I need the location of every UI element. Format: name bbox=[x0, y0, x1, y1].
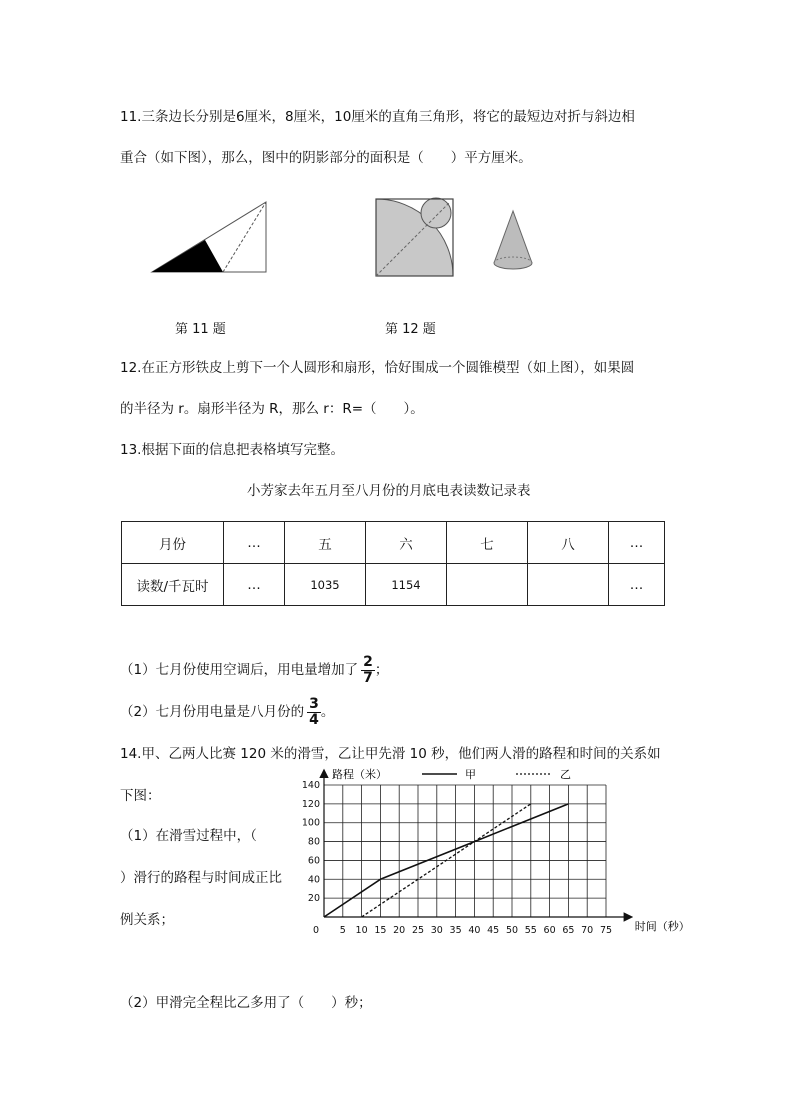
x-tick-label: 60 bbox=[543, 925, 556, 936]
fig12-caption: 第 12 题 bbox=[385, 322, 436, 337]
fold-line bbox=[223, 202, 266, 272]
cell-ellipsis-left: … bbox=[224, 564, 285, 606]
x-tick-label: 50 bbox=[505, 925, 519, 936]
fraction-3-4 bbox=[307, 697, 321, 728]
q11-line1: 11.三条边长分别是6厘米，8厘米，10厘米的直角三角形，将它的最短边对折与斜边相 bbox=[120, 109, 635, 125]
cell-may: 1035 bbox=[285, 564, 366, 606]
x-tick-label: 65 bbox=[562, 925, 575, 936]
q14-part1-b: ）滑行的路程与时间成正比 bbox=[120, 870, 282, 886]
cone-body bbox=[494, 211, 532, 269]
q13-prompt: 13.根据下面的信息把表格填写完整。 bbox=[120, 442, 344, 458]
x-tick-label: 15 bbox=[374, 925, 387, 936]
x-tick-label: 35 bbox=[449, 925, 462, 936]
cond2-text: （2）七月份用电量是八月份的 bbox=[120, 704, 305, 720]
fraction-denominator: 7 bbox=[363, 669, 373, 686]
x-tick-label: 40 bbox=[468, 925, 481, 936]
cell-ellipsis-right: … bbox=[609, 564, 665, 606]
x-tick-label: 20 bbox=[393, 925, 406, 936]
header-ellipsis-right: … bbox=[609, 522, 665, 564]
q14-line1: 14.甲、乙两人比赛 120 米的滑雪，乙让甲先滑 10 秒，他们两人滑的路程和时间的关系如 bbox=[120, 746, 661, 762]
x-tick-label: 10 bbox=[355, 925, 368, 936]
x-tick-label: 25 bbox=[411, 925, 425, 936]
fig11-triangle bbox=[140, 195, 280, 280]
distance-time-chart bbox=[290, 762, 690, 942]
row-label: 读数/千瓦时 bbox=[122, 564, 224, 606]
fraction-numerator: 3 bbox=[309, 695, 319, 712]
y-tick-label: 20 bbox=[307, 893, 320, 905]
header-august: 八 bbox=[528, 522, 609, 564]
cond1-text: （1）七月份使用空调后，用电量增加了 bbox=[120, 662, 359, 678]
meter-reading-table bbox=[121, 521, 665, 606]
cone-figure bbox=[488, 205, 538, 275]
x-tick-label: 0 bbox=[312, 925, 320, 936]
x-axis-label: 时间（秒） bbox=[634, 920, 690, 933]
y-tick-label: 60 bbox=[307, 855, 320, 867]
y-tick-label: 40 bbox=[307, 874, 320, 886]
x-tick-label: 70 bbox=[581, 925, 594, 936]
small-circle bbox=[421, 198, 451, 228]
y-tick-label: 120 bbox=[301, 798, 320, 810]
tick-labels bbox=[302, 780, 612, 936]
header-june: 六 bbox=[366, 522, 447, 564]
cell-june: 1154 bbox=[366, 564, 447, 606]
fig12-square bbox=[370, 193, 460, 280]
x-tick-label: 5 bbox=[339, 925, 346, 936]
cond1-end: ； bbox=[374, 662, 389, 678]
fig11-caption: 第 11 题 bbox=[175, 322, 226, 337]
q11-line2: 重合（如下图），那么，图中的阴影部分的面积是（ ）平方厘米。 bbox=[120, 150, 532, 166]
shaded-region bbox=[152, 240, 223, 272]
q13-condition-2 bbox=[120, 692, 334, 732]
cell-july-blank[interactable] bbox=[447, 564, 528, 606]
q14-part1-c: 例关系； bbox=[120, 912, 174, 928]
legend-label-jia: 甲 bbox=[465, 768, 476, 781]
y-tick-label: 80 bbox=[307, 836, 320, 848]
x-tick-label: 55 bbox=[524, 925, 537, 936]
chart-grid bbox=[324, 785, 606, 917]
x-tick-label: 75 bbox=[599, 925, 613, 936]
header-may: 五 bbox=[285, 522, 366, 564]
q14-line2: 下图： bbox=[120, 788, 161, 804]
table-title: 小芳家去年五月至八月份的月底电表读数记录表 bbox=[247, 483, 531, 499]
fraction-denominator: 4 bbox=[309, 711, 319, 728]
fraction-2-7 bbox=[361, 655, 375, 686]
legend-label-yi: 乙 bbox=[560, 768, 571, 781]
y-tick-label: 100 bbox=[301, 817, 320, 829]
fraction-numerator: 2 bbox=[363, 653, 373, 670]
x-tick-label: 30 bbox=[430, 925, 443, 936]
y-tick-label: 140 bbox=[301, 780, 320, 791]
q12-line1: 12.在正方形铁皮上剪下一个人圆形和扇形，恰好围成一个圆锥模型（如上图），如果圆 bbox=[120, 360, 635, 376]
x-tick-label: 45 bbox=[487, 925, 500, 936]
header-ellipsis-left: … bbox=[224, 522, 285, 564]
q13-condition-1 bbox=[120, 650, 388, 690]
y-axis-label: 路程（米） bbox=[332, 768, 387, 781]
q14-part2: （2）甲滑完全程比乙多用了（ ）秒； bbox=[120, 995, 372, 1011]
q14-part1-a: （1）在滑雪过程中，（ bbox=[120, 828, 257, 844]
header-july: 七 bbox=[447, 522, 528, 564]
table-reading-row bbox=[122, 564, 665, 606]
table-header-row bbox=[122, 522, 665, 564]
cond2-end: 。 bbox=[320, 704, 335, 720]
q12-line2: 的半径为 r。扇形半径为 R，那么 r：R=（ ）。 bbox=[120, 401, 424, 417]
cell-august-blank[interactable] bbox=[528, 564, 609, 606]
header-month: 月份 bbox=[122, 522, 224, 564]
